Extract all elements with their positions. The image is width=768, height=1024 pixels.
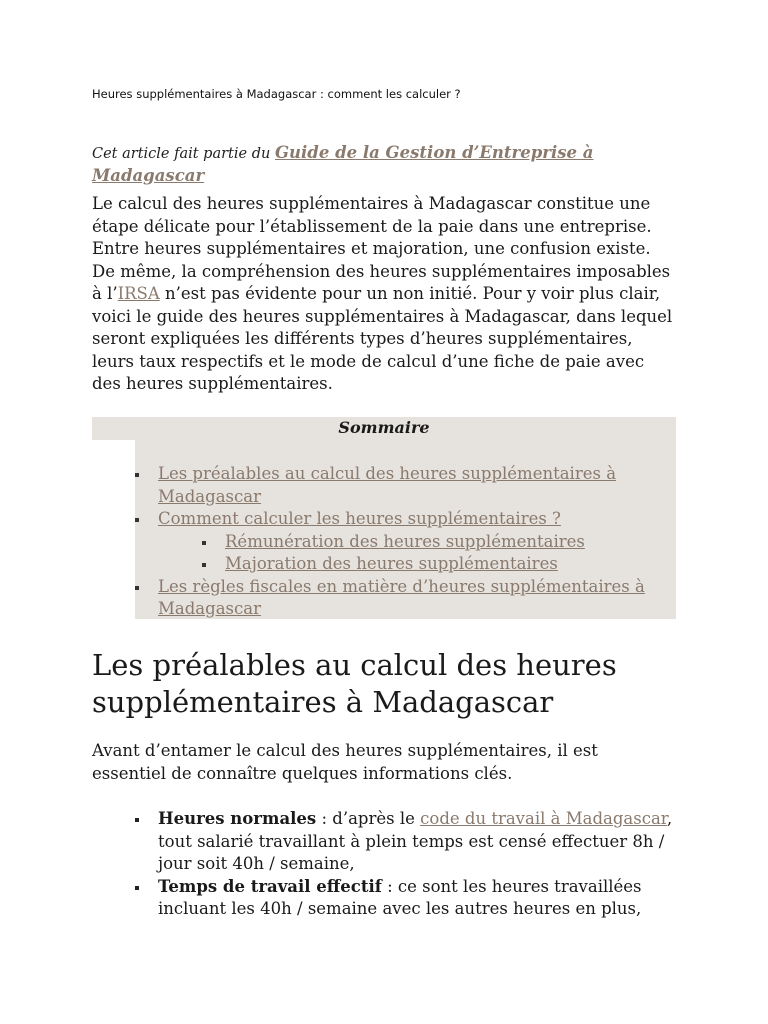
toc-link-remuneration[interactable]: Rémunération des heures supplémentaires — [225, 531, 585, 551]
bullet-icon — [135, 473, 139, 477]
bullet-icon — [202, 563, 206, 567]
toc-item — [92, 576, 676, 621]
intro-text-start: Le calcul des heures supplémentaires à Madagascar constitue une étape délicate pour l’établissement de la paie dans une entreprise. Entre heures supplémentaires et majoration, une confusion existe. De même, la compréhension des heures supplémentaires imposables à l’ — [92, 194, 671, 303]
definition-text: : d’après le — [316, 809, 421, 828]
bullet-icon — [135, 818, 139, 822]
toc-item — [92, 463, 676, 508]
irsa-link[interactable]: IRSA — [117, 284, 160, 303]
document-header: Heures supplémentaires à Madagascar : comment les calculer ? — [92, 87, 461, 101]
toc-list — [92, 463, 676, 621]
section-paragraph: Avant d’entamer le calcul des heures supplémentaires, il est essentiel de connaître quelques informations clés. — [92, 741, 598, 783]
toc-link-regles-fiscales[interactable]: Les règles fiscales en matière d’heures supplémentaires à Madagascar — [158, 576, 645, 618]
intro-paragraph — [92, 193, 676, 396]
code-du-travail-link[interactable]: code du travail à Madagascar — [420, 809, 667, 828]
definition-term: Heures normales — [158, 809, 317, 828]
bullet-icon — [135, 886, 139, 890]
toc-item — [92, 508, 676, 531]
bullet-icon — [135, 518, 139, 522]
guide-intro-text: Cet article fait partie du — [92, 146, 275, 162]
section-heading: Les préalables au calcul des heures supplémentaires à Madagascar — [92, 648, 617, 719]
definition-text: : ce sont les heures travaillées incluant les 40h / semaine avec les autres heures en plus, — [158, 876, 642, 918]
toc-link-majoration[interactable]: Majoration des heures supplémentaires — [225, 554, 558, 573]
toc-subitem — [92, 531, 676, 554]
definitions-list — [92, 808, 676, 921]
bullet-icon — [202, 541, 206, 545]
intro-text-end: n’est pas évidente pour un non initié. Pour y voir plus clair, voici le guide des heures supplémentaires à Madagascar, dans lequel seront expliquées les différents types d’heures supplémentaires, leurs taux respectifs et le mode de calcul d’une fiche de paie avec des heures supplémentaires. — [92, 284, 673, 393]
bullet-icon — [135, 586, 139, 590]
definition-item — [92, 808, 676, 876]
toc-link-comment-calculer[interactable]: Comment calculer les heures supplémentaires ? — [158, 509, 561, 528]
guide-link[interactable]: Guide de la Gestion d’Entreprise à Madagascar — [92, 143, 594, 185]
guide-reference — [92, 142, 676, 186]
toc-link-prealables[interactable]: Les préalables au calcul des heures supplémentaires à Madagascar — [158, 464, 617, 506]
definition-item — [92, 876, 676, 921]
definition-text: , tout salarié travaillant à plein temps est censé effectuer 8h / jour soit 40h / semaine, — [158, 809, 673, 873]
definition-term: Temps de travail effectif — [158, 876, 382, 896]
toc-subitem — [92, 553, 676, 576]
toc-title: Sommaire — [338, 418, 430, 437]
table-of-contents — [92, 417, 676, 619]
